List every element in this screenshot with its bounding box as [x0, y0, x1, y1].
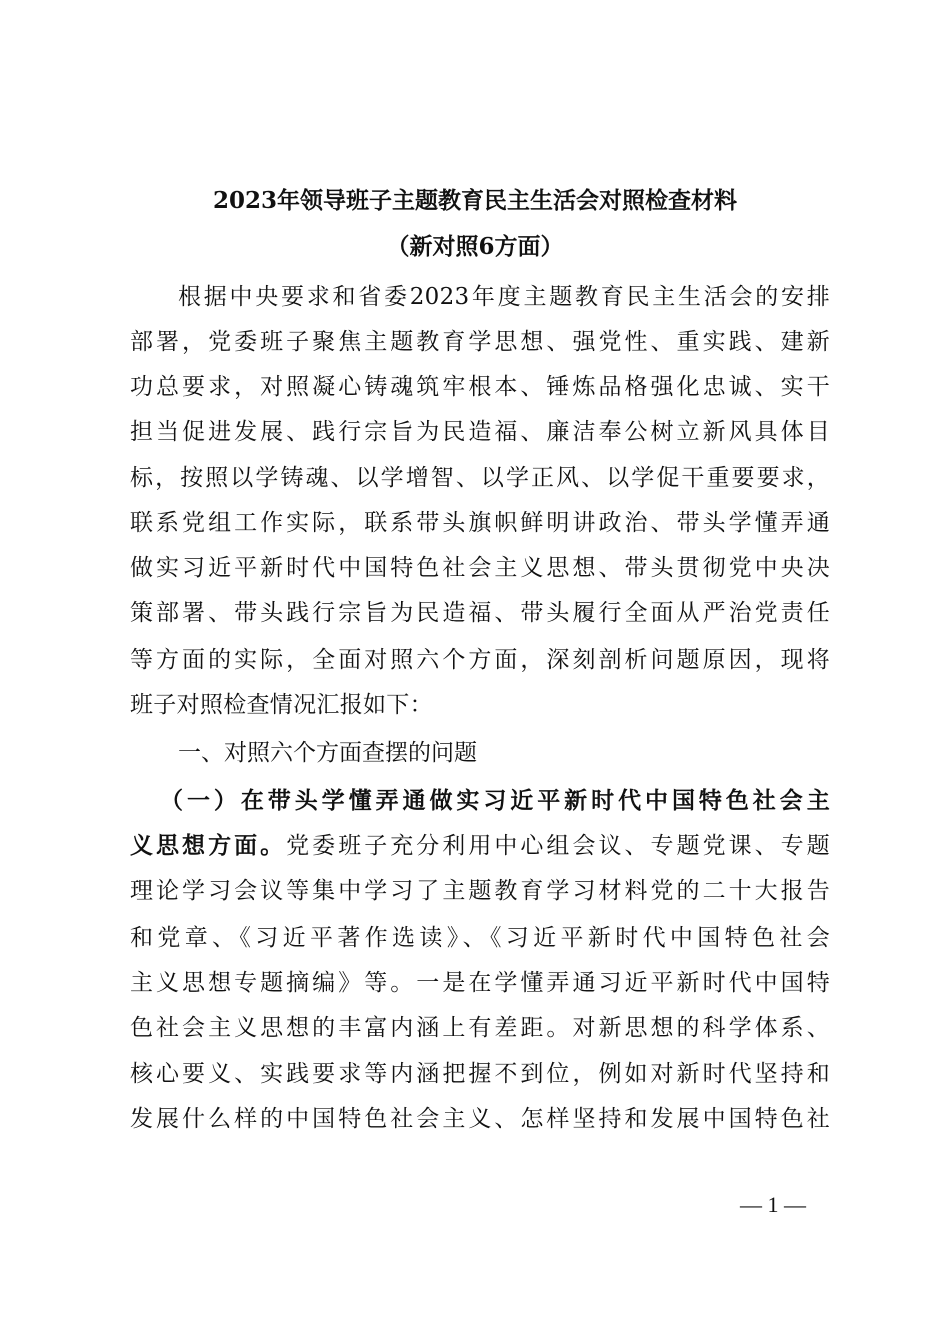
intro-line: 班子对照检查情况汇报如下： [130, 692, 433, 718]
section-heading: 一、对照六个方面查摆的问题 [178, 740, 477, 766]
intro-line: 等方面的实际，全面对照六个方面，深刻剖析问题原因，现将 [130, 647, 830, 673]
intro-line: 标，按照以学铸魂、以学增智、以学正风、以学促干重要要求， [130, 465, 830, 491]
subsection-text: 党委班子充分利用中心组会议、专题党课、专题 [286, 833, 830, 859]
document-title: 2023年领导班子主题教育民主生活会对照检查材料 [212, 187, 737, 214]
intro-line: 做实习近平新时代中国特色社会主义思想、带头贯彻党中央决 [130, 555, 830, 581]
subsection-lead-end: 义思想方面。 [130, 832, 287, 859]
subsection-line: 发展什么样的中国特色社会主义、怎样坚持和发展中国特色社 [130, 1106, 830, 1132]
document-subtitle: （新对照6方面） [386, 233, 564, 260]
subsection-line: 色社会主义思想的丰富内涵上有差距。对新思想的科学体系、 [130, 1015, 830, 1041]
subsection-lead: （一）在带头学懂弄通做实习近平新时代中国特色社会主 [160, 787, 830, 814]
intro-line: 部署，党委班子聚焦主题教育学思想、强党性、重实践、建新 [130, 329, 830, 355]
intro-line: 担当促进发展、践行宗旨为民造福、廉洁奉公树立新风具体目 [130, 419, 830, 445]
subsection-line: 和党章、《习近平著作选读》、《习近平新时代中国特色社会 [130, 925, 830, 951]
page-number: — 1 — [740, 1192, 806, 1217]
subsection-line: 主义思想专题摘编》等。一是在学懂弄通习近平新时代中国特 [130, 970, 830, 996]
subsection-line [130, 831, 830, 861]
subsection-line: 核心要义、实践要求等内涵把握不到位，例如对新时代坚持和 [130, 1061, 830, 1087]
intro-line: 根据中央要求和省委2023年度主题教育民主生活会的安排 [178, 284, 830, 310]
subsection-line: 理论学习会议等集中学习了主题教育学习材料党的二十大报告 [130, 878, 830, 904]
intro-line: 功总要求，对照凝心铸魂筑牢根本、锤炼品格强化忠诚、实干 [130, 374, 830, 400]
intro-line: 联系党组工作实际，联系带头旗帜鲜明讲政治、带头学懂弄通 [130, 510, 830, 536]
intro-line: 策部署、带头践行宗旨为民造福、带头履行全面从严治党责任 [130, 600, 830, 626]
